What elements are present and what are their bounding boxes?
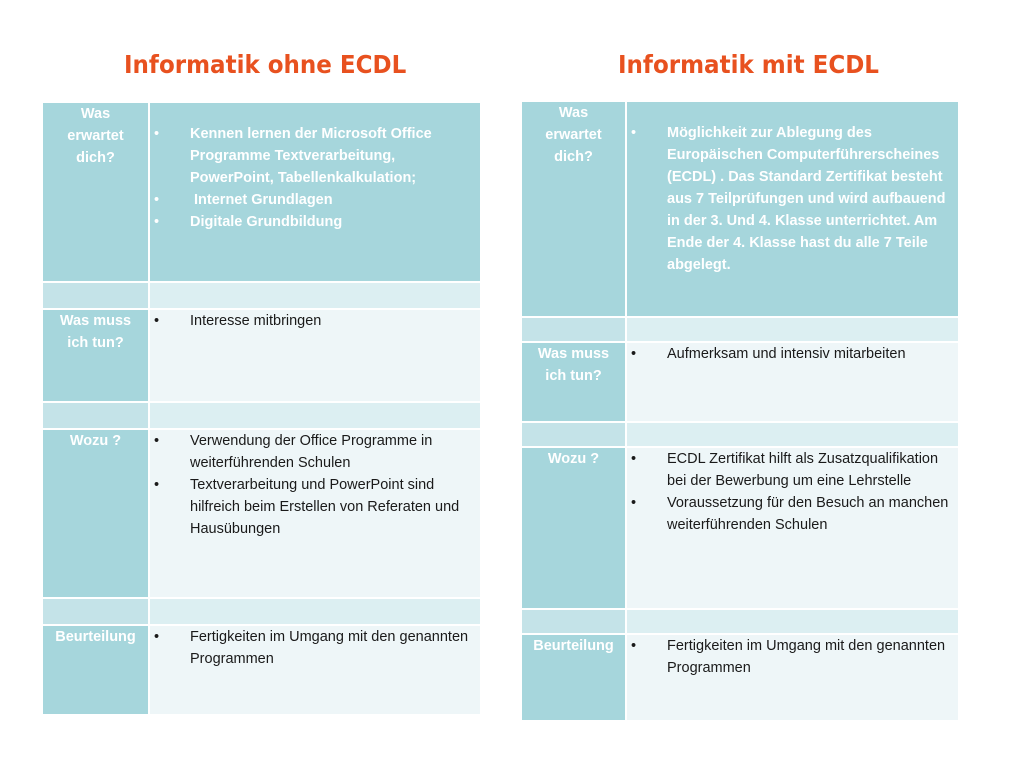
table-row xyxy=(42,102,481,282)
list-item: • Möglichkeit zur Ablegung des Europäischen Computerführerscheines (ECDL) . Das Standard Zertifikat besteht aus 7 Teilprüfungen und wird aufbauend in der 3. Und 4. Klasse unterrichtet. Am Ende der 4. Klasse hast du alle 7 Teile abgelegt. xyxy=(627,122,958,276)
bullet-list xyxy=(627,635,958,679)
list-item: • Fertigkeiten im Umgang mit den genannten Programmen xyxy=(150,626,480,670)
list-item: • Fertigkeiten im Umgang mit den genannten Programmen xyxy=(627,635,958,679)
spacer-row xyxy=(521,422,959,447)
row-label-expect: Was erwartet dich? xyxy=(42,102,149,282)
spacer-row xyxy=(42,282,481,309)
left-info-table xyxy=(41,101,482,716)
list-item: • ECDL Zertifikat hilft als Zusatzqualifikation bei der Bewerbung um eine Lehrstelle xyxy=(627,448,958,492)
table-row xyxy=(42,429,481,598)
row-label-assessment: Beurteilung xyxy=(42,625,149,715)
list-item: • Textverarbeitung und PowerPoint sind hilfreich beim Erstellen von Referaten und Hausübungen xyxy=(150,474,480,540)
bullet-list xyxy=(150,310,480,332)
table-row xyxy=(42,309,481,402)
right-info-table xyxy=(520,100,960,722)
bullet-list xyxy=(627,343,958,365)
right-column-title: Informatik mit ECDL xyxy=(618,50,879,79)
bullet-list xyxy=(627,448,958,536)
table-row xyxy=(521,447,959,609)
table-row xyxy=(521,634,959,721)
bullet-list xyxy=(150,123,480,233)
spacer-row xyxy=(42,402,481,429)
list-item: • Verwendung der Office Programme in weiterführenden Schulen xyxy=(150,430,480,474)
row-label-expect: Was erwartet dich? xyxy=(521,101,626,317)
left-column-title: Informatik ohne ECDL xyxy=(124,50,407,79)
list-item: • Interesse mitbringen xyxy=(150,310,480,332)
table-row xyxy=(521,342,959,422)
list-item: • Aufmerksam und intensiv mitarbeiten xyxy=(627,343,958,365)
row-label-purpose: Wozu ? xyxy=(521,447,626,609)
row-label-todo: Was muss ich tun? xyxy=(42,309,149,402)
spacer-row xyxy=(521,317,959,342)
spacer-row xyxy=(42,598,481,625)
row-label-assessment: Beurteilung xyxy=(521,634,626,721)
list-item: • Internet Grundlagen xyxy=(150,189,480,211)
table-row xyxy=(42,625,481,715)
bullet-list xyxy=(627,122,958,276)
bullet-list xyxy=(150,430,480,540)
row-label-purpose: Wozu ? xyxy=(42,429,149,598)
spacer-row xyxy=(521,609,959,634)
table-row xyxy=(521,101,959,317)
row-label-todo: Was muss ich tun? xyxy=(521,342,626,422)
list-item: • Digitale Grundbildung xyxy=(150,211,480,233)
list-item: • Voraussetzung für den Besuch an manchen weiterführenden Schulen xyxy=(627,492,958,536)
bullet-list xyxy=(150,626,480,670)
list-item: • Kennen lernen der Microsoft Office Programme Textverarbeitung, PowerPoint, Tabellenkalkulation; xyxy=(150,123,480,189)
